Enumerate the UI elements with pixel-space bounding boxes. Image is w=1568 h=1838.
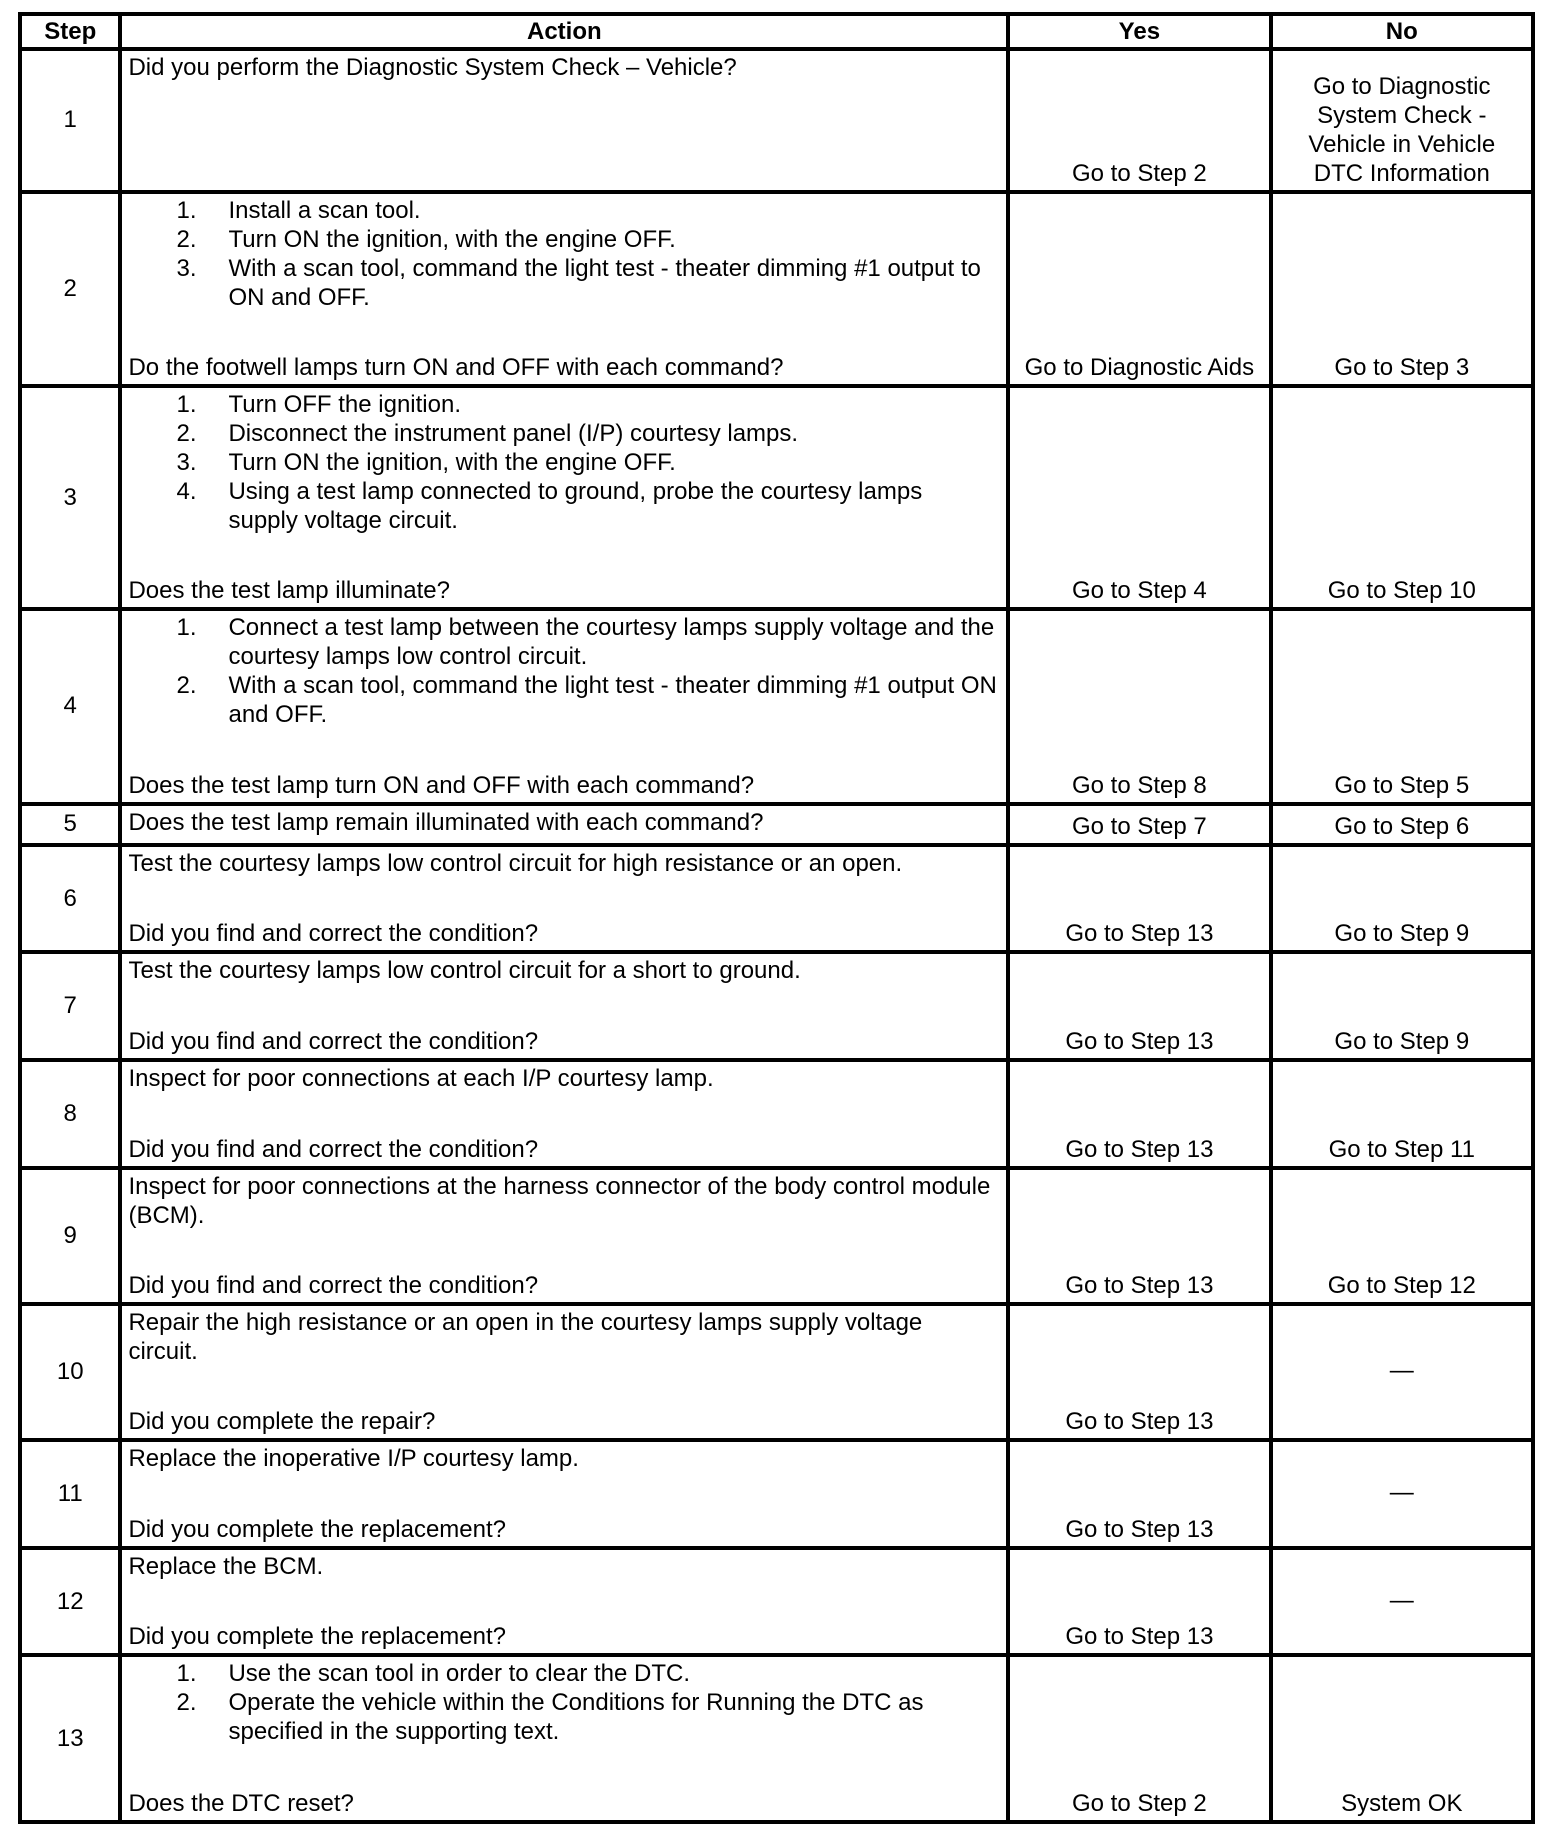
no-result: Go to Step 5 xyxy=(1271,609,1533,804)
instruction-text: Operate the vehicle within the Conditions for Running the DTC as specified in the supporting text. xyxy=(228,1689,924,1746)
yes-result: Go to Step 2 xyxy=(1008,49,1270,192)
action-cell xyxy=(120,609,1008,804)
instruction-item xyxy=(128,1659,998,1688)
instruction-item xyxy=(128,613,998,671)
table-row xyxy=(20,804,1533,845)
step-number: 3 xyxy=(20,386,120,609)
action-cell xyxy=(120,49,1008,192)
instruction-text: Connect a test lamp between the courtesy lamps supply voltage and the courtesy lamps low control circuit. xyxy=(228,614,995,671)
table-row xyxy=(20,1548,1533,1656)
action-question: Does the test lamp turn ON and OFF with each command? xyxy=(128,771,755,799)
action-text: Repair the high resistance or an open in the courtesy lamps supply voltage circuit. xyxy=(128,1308,923,1365)
step-number: 13 xyxy=(20,1655,120,1822)
table-row xyxy=(20,192,1533,387)
instruction-list xyxy=(128,1659,998,1746)
action-text: Did you perform the Diagnostic System Check – Vehicle? xyxy=(128,54,737,81)
step-number: 8 xyxy=(20,1060,120,1168)
instruction-number: 1. xyxy=(176,391,197,419)
instruction-number: 2. xyxy=(176,672,197,700)
yes-result: Go to Step 13 xyxy=(1008,845,1270,953)
no-result: Go to Diagnostic System Check - Vehicle in Vehicle DTC Information xyxy=(1271,49,1533,192)
instruction-item xyxy=(128,1688,998,1746)
instruction-number: 2. xyxy=(176,1689,197,1717)
no-result: Go to Step 11 xyxy=(1271,1060,1533,1168)
table-row xyxy=(20,1168,1533,1304)
yes-result: Go to Step 4 xyxy=(1008,386,1270,609)
header-step: Step xyxy=(20,14,120,49)
action-text: Test the courtesy lamps low control circuit for high resistance or an open. xyxy=(128,849,903,877)
no-result: Go to Step 3 xyxy=(1271,192,1533,387)
no-result: Go to Step 12 xyxy=(1271,1168,1533,1304)
instruction-item xyxy=(128,225,998,254)
no-result: — xyxy=(1271,1548,1533,1656)
table-row xyxy=(20,386,1533,609)
action-text: Test the courtesy lamps low control circuit for a short to ground. xyxy=(128,957,801,985)
no-result: Go to Step 9 xyxy=(1271,952,1533,1060)
step-number: 9 xyxy=(20,1168,120,1304)
instruction-item xyxy=(128,477,998,535)
action-cell xyxy=(120,1304,1008,1440)
instruction-number: 3. xyxy=(176,254,197,282)
step-number: 1 xyxy=(20,49,120,192)
table-row xyxy=(20,845,1533,953)
no-result: Go to Step 9 xyxy=(1271,845,1533,953)
action-cell xyxy=(120,1655,1008,1822)
yes-result: Go to Step 7 xyxy=(1008,804,1270,845)
action-cell xyxy=(120,1440,1008,1548)
action-text: Inspect for poor connections at the harness connector of the body control module (BCM). xyxy=(128,1173,991,1230)
header-action: Action xyxy=(120,14,1008,49)
instruction-number: 1. xyxy=(176,614,197,642)
instruction-text: Use the scan tool in order to clear the DTC. xyxy=(228,1660,691,1688)
instruction-number: 1. xyxy=(176,1660,197,1688)
instruction-text: Turn ON the ignition, with the engine OFF. xyxy=(228,449,676,477)
yes-result: Go to Step 13 xyxy=(1008,1548,1270,1656)
table-row xyxy=(20,1655,1533,1822)
diagnostic-table xyxy=(18,12,1535,1824)
header-row xyxy=(20,14,1533,49)
action-question: Did you find and correct the condition? xyxy=(128,1028,539,1056)
action-cell xyxy=(120,1548,1008,1656)
step-number: 2 xyxy=(20,192,120,387)
step-number: 6 xyxy=(20,845,120,953)
action-question: Do the footwell lamps turn ON and OFF with each command? xyxy=(128,354,784,382)
step-number: 4 xyxy=(20,609,120,804)
step-number: 5 xyxy=(20,804,120,845)
action-question: Did you complete the replacement? xyxy=(128,1515,507,1543)
instruction-number: 4. xyxy=(176,478,197,506)
header-no: No xyxy=(1271,14,1533,49)
instruction-number: 3. xyxy=(176,449,197,477)
yes-result: Go to Step 13 xyxy=(1008,1304,1270,1440)
table-row xyxy=(20,49,1533,192)
action-text: Does the test lamp remain illuminated with each command? xyxy=(128,808,764,836)
instruction-number: 1. xyxy=(176,196,197,224)
instruction-text: With a scan tool, command the light test - theater dimming #1 output ON and OFF. xyxy=(228,672,997,729)
action-cell xyxy=(120,1168,1008,1304)
yes-result: Go to Step 13 xyxy=(1008,952,1270,1060)
action-cell xyxy=(120,386,1008,609)
action-text: Replace the inoperative I/P courtesy lamp. xyxy=(128,1444,579,1472)
no-result: System OK xyxy=(1271,1655,1533,1822)
no-result: Go to Step 6 xyxy=(1271,804,1533,845)
action-text: Replace the BCM. xyxy=(128,1552,324,1580)
instruction-item xyxy=(128,196,998,225)
action-question: Does the test lamp illuminate? xyxy=(128,577,450,605)
instruction-list xyxy=(128,196,998,312)
action-cell xyxy=(120,952,1008,1060)
action-cell xyxy=(120,1060,1008,1168)
table-row xyxy=(20,1440,1533,1548)
action-cell xyxy=(120,845,1008,953)
step-number: 12 xyxy=(20,1548,120,1656)
instruction-number: 2. xyxy=(176,225,197,253)
table-row xyxy=(20,1304,1533,1440)
yes-result: Go to Step 13 xyxy=(1008,1168,1270,1304)
action-cell xyxy=(120,804,1008,845)
instruction-item xyxy=(128,448,998,477)
instruction-item xyxy=(128,671,998,729)
instruction-text: Turn OFF the ignition. xyxy=(228,391,462,419)
no-result: Go to Step 10 xyxy=(1271,386,1533,609)
instruction-number: 2. xyxy=(176,420,197,448)
no-result: — xyxy=(1271,1440,1533,1548)
instruction-item xyxy=(128,419,998,448)
action-question: Did you find and correct the condition? xyxy=(128,1136,539,1164)
action-cell xyxy=(120,192,1008,387)
instruction-item xyxy=(128,254,998,312)
table-row xyxy=(20,952,1533,1060)
instruction-text: Using a test lamp connected to ground, probe the courtesy lamps supply voltage circuit. xyxy=(228,478,923,535)
step-number: 11 xyxy=(20,1440,120,1548)
action-question: Did you find and correct the condition? xyxy=(128,920,539,948)
instruction-text: Turn ON the ignition, with the engine OFF. xyxy=(228,225,676,253)
header-yes: Yes xyxy=(1008,14,1270,49)
action-question: Did you find and correct the condition? xyxy=(128,1271,539,1299)
instruction-text: Install a scan tool. xyxy=(228,196,421,224)
instruction-list xyxy=(128,390,998,535)
step-number: 10 xyxy=(20,1304,120,1440)
yes-result: Go to Step 2 xyxy=(1008,1655,1270,1822)
action-question: Does the DTC reset? xyxy=(128,1790,354,1817)
instruction-text: With a scan tool, command the light test - theater dimming #1 output to ON and OFF. xyxy=(228,254,981,311)
step-number: 7 xyxy=(20,952,120,1060)
yes-result: Go to Diagnostic Aids xyxy=(1008,192,1270,387)
instruction-item xyxy=(128,390,998,419)
no-result: — xyxy=(1271,1304,1533,1440)
instruction-text: Disconnect the instrument panel (I/P) courtesy lamps. xyxy=(228,420,799,448)
action-text: Inspect for poor connections at each I/P courtesy lamp. xyxy=(128,1065,714,1093)
action-question: Did you complete the repair? xyxy=(128,1407,436,1435)
yes-result: Go to Step 13 xyxy=(1008,1060,1270,1168)
instruction-list xyxy=(128,613,998,729)
yes-result: Go to Step 13 xyxy=(1008,1440,1270,1548)
yes-result: Go to Step 8 xyxy=(1008,609,1270,804)
table-row xyxy=(20,1060,1533,1168)
table-row xyxy=(20,609,1533,804)
action-question: Did you complete the replacement? xyxy=(128,1623,507,1651)
